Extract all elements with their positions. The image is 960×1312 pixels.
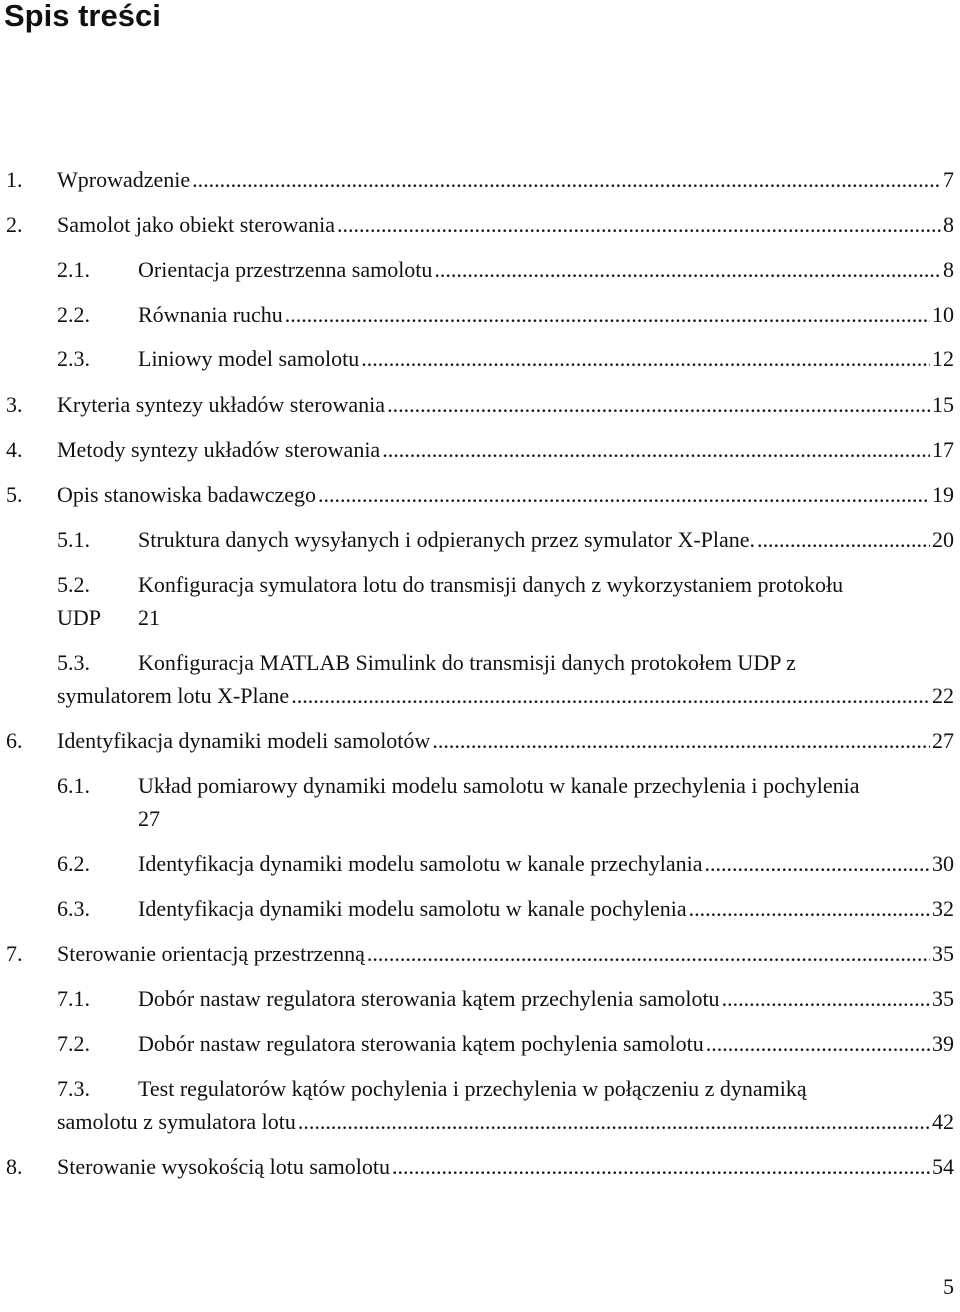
toc-entry[interactable] [0, 984, 954, 1014]
toc-entry-page: 17 [932, 437, 954, 462]
toc-entry-title: Samolot jako obiekt sterowania [57, 212, 335, 237]
toc-leader-dots [706, 1029, 930, 1059]
toc-leader-dots [432, 726, 930, 756]
toc-entry-title-continued: samolotu z symulatora lotu [57, 1109, 296, 1134]
toc-entry-number: 2.1. [57, 257, 90, 282]
toc-entry-number: 5.2. [57, 572, 90, 597]
toc-entry-page: 35 [932, 941, 954, 966]
toc-entry-page: 7 [943, 167, 954, 192]
toc-leader-dots [367, 939, 930, 969]
toc-entry-number: 7. [6, 941, 23, 966]
toc-entry-title: Identyfikacja dynamiki modelu samolotu w kanale pochylenia [138, 896, 687, 921]
toc-entry-number: 3. [6, 392, 23, 417]
toc-entry-title: Struktura danych wysyłanych i odpieranych przez symulator X-Plane. [138, 527, 756, 552]
toc-entry[interactable] [0, 300, 954, 330]
toc-entry[interactable] [0, 648, 954, 678]
toc-entry-page: 27 [932, 728, 954, 753]
toc-entry-page: 42 [932, 1109, 954, 1134]
toc-entry-number: 5. [6, 482, 23, 507]
toc-entry-number: 2. [6, 212, 23, 237]
toc-leader-dots [318, 480, 930, 510]
toc-entry-number: 2.2. [57, 302, 90, 327]
toc-entry-title: Konfiguracja symulatora lotu do transmisji danych z wykorzystaniem protokołu [138, 572, 844, 597]
toc-leader-dots [387, 390, 930, 420]
toc-entry-title: Równania ruchu [138, 302, 283, 327]
toc-entry-title: Identyfikacja dynamiki modeli samolotów [57, 728, 431, 753]
toc-entry-number: 4. [6, 437, 23, 462]
toc-entry-title: Kryteria syntezy układów sterowania [57, 392, 386, 417]
toc-entry-page: 22 [932, 683, 954, 708]
toc-entry-title: Sterowanie orientacją przestrzenną [57, 941, 365, 966]
toc-entry-page: 19 [932, 482, 954, 507]
toc-entry-title: Układ pomiarowy dynamiki modelu samolotu w kanale przechylenia i pochylenia [138, 773, 860, 798]
toc-entry[interactable] [0, 849, 954, 879]
toc-entry[interactable] [0, 210, 954, 240]
toc-entry-number: 6. [6, 728, 23, 753]
toc-entry-number: 1. [6, 167, 23, 192]
toc-entry-number: 5.1. [57, 527, 90, 552]
toc-entry-number: 6.3. [57, 896, 90, 921]
toc-entry-page: 8 [943, 257, 954, 282]
toc-entry-title: Wprowadzenie [57, 167, 191, 192]
toc-entry-page: 10 [932, 302, 954, 327]
toc-entry-page: 8 [943, 212, 954, 237]
toc-entry-page: 39 [932, 1031, 954, 1056]
toc-leader-dots [392, 1152, 930, 1182]
toc-leader-dots [689, 894, 930, 924]
toc-entry-page: 21 [138, 605, 160, 630]
toc-leader-dots [298, 1107, 930, 1137]
toc-entry-continuation [0, 681, 954, 711]
toc-entry-number: 7.2. [57, 1031, 90, 1056]
toc-entry-title: Konfiguracja MATLAB Simulink do transmisji danych protokołem UDP z [138, 650, 796, 675]
toc-entry[interactable] [0, 255, 954, 285]
toc-entry[interactable] [0, 894, 954, 924]
toc-entry-page: 32 [932, 896, 954, 921]
toc-entry-continuation [0, 1107, 954, 1137]
toc-entry-continuation [0, 804, 954, 834]
toc-entry[interactable] [0, 165, 954, 195]
toc-entry-title: Metody syntezy układów sterowania [57, 437, 381, 462]
toc-entry-number: 5.3. [57, 650, 90, 675]
toc-entry[interactable] [0, 480, 954, 510]
page-number: 5 [943, 1274, 954, 1299]
toc-entry-number: 6.1. [57, 773, 90, 798]
toc-entry-number: 8. [6, 1154, 23, 1179]
toc-leader-dots [285, 300, 930, 330]
toc-leader-dots [434, 255, 941, 285]
toc-entry[interactable] [0, 1029, 954, 1059]
toc-leader-dots [361, 344, 930, 374]
toc-leader-dots [704, 849, 930, 879]
toc-entry[interactable] [0, 1152, 954, 1182]
toc-leader-dots [291, 681, 930, 711]
toc-entry-number: 6.2. [57, 851, 90, 876]
toc-entry-page: 30 [932, 851, 954, 876]
toc-entry[interactable] [0, 344, 954, 374]
toc-entry-page: 20 [932, 527, 954, 552]
page-title: Spis treści [4, 0, 161, 33]
toc-entry-title-continued: UDP [57, 605, 102, 630]
toc-entry-number: 7.1. [57, 986, 90, 1011]
toc-entry-page: 27 [138, 806, 160, 831]
toc-entry-title: Liniowy model samolotu [138, 346, 360, 371]
toc-entry[interactable] [0, 726, 954, 756]
toc-entry-continuation [0, 603, 954, 633]
toc-leader-dots [337, 210, 941, 240]
toc-entry[interactable] [0, 939, 954, 969]
toc-entry-title-continued: symulatorem lotu X-Plane [57, 683, 290, 708]
toc-entry[interactable] [0, 771, 954, 801]
toc-entry-page: 15 [932, 392, 954, 417]
toc-entry-title: Orientacja przestrzenna samolotu [138, 257, 433, 282]
toc-entry-title: Opis stanowiska badawczego [57, 482, 317, 507]
toc-entry[interactable] [0, 435, 954, 465]
toc-leader-dots [722, 984, 930, 1014]
toc-entry-number: 7.3. [57, 1076, 90, 1101]
toc-entry-page: 12 [932, 346, 954, 371]
toc-leader-dots [757, 525, 930, 555]
toc-entry[interactable] [0, 390, 954, 420]
toc-entry[interactable] [0, 1074, 954, 1104]
toc-entry-number: 2.3. [57, 346, 90, 371]
toc-entry-title: Dobór nastaw regulatora sterowania kątem przechylenia samolotu [138, 986, 720, 1011]
toc-entry-page: 54 [932, 1154, 954, 1179]
toc-entry[interactable] [0, 570, 954, 600]
toc-entry-page: 35 [932, 986, 954, 1011]
toc-entry[interactable] [0, 525, 954, 555]
toc-entry-title: Dobór nastaw regulatora sterowania kątem pochylenia samolotu [138, 1031, 704, 1056]
toc-leader-dots [192, 165, 941, 195]
toc-leader-dots [382, 435, 930, 465]
toc-entry-title: Identyfikacja dynamiki modelu samolotu w kanale przechylania [138, 851, 703, 876]
toc-entry-title: Test regulatorów kątów pochylenia i przechylenia w połączeniu z dynamiką [138, 1076, 807, 1101]
toc-entry-title: Sterowanie wysokością lotu samolotu [57, 1154, 391, 1179]
